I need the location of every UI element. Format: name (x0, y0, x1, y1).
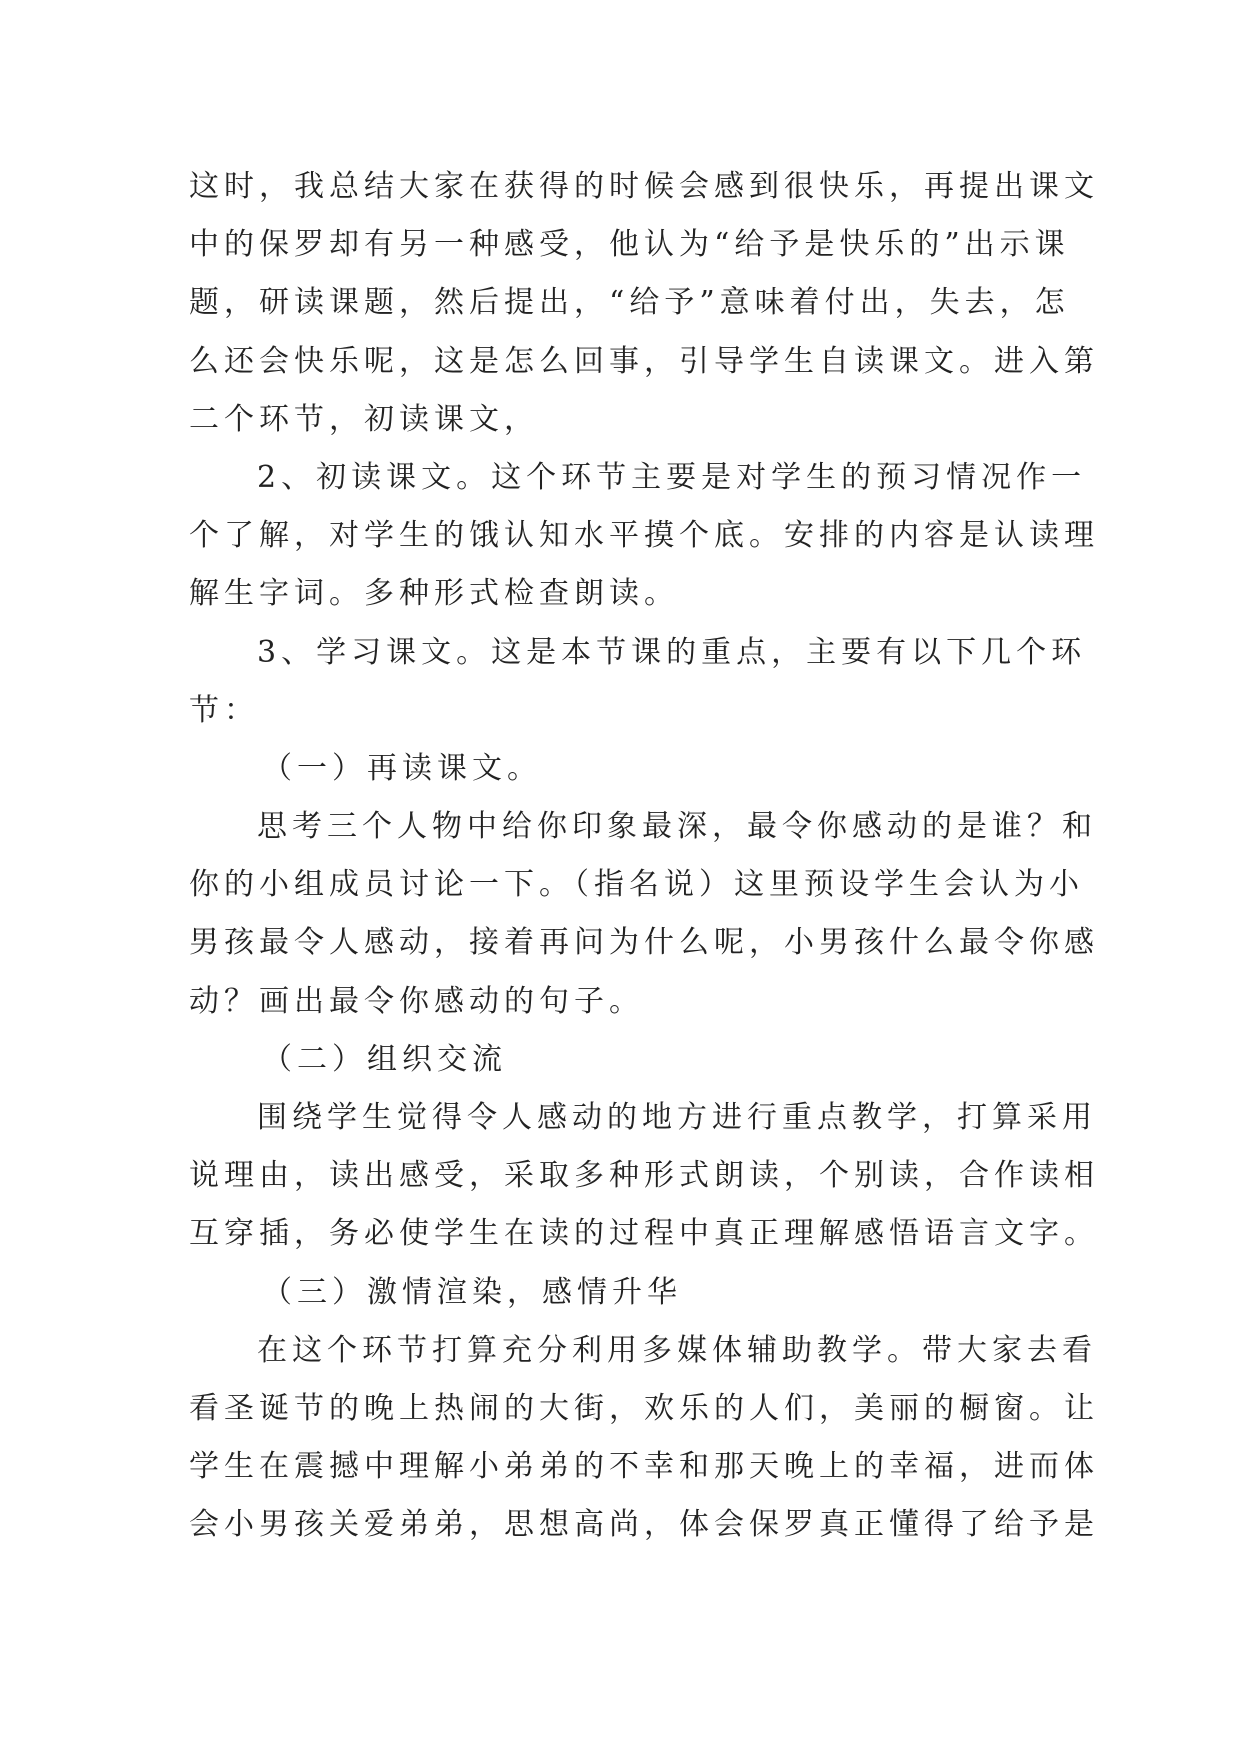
text-line: 个了解，对学生的饿认知水平摸个底。安排的内容是认读理 (189, 518, 1099, 554)
text-line: 中的保罗却有另一种感受，他认为“给予是快乐的”出示课 (189, 227, 1070, 263)
text-line: 动？画出最令你感动的句子。 (189, 983, 644, 1019)
text-line: 你的小组成员讨论一下。（指名说）这里预设学生会认为小 (189, 867, 1084, 903)
text-line: 这时，我总结大家在获得的时候会感到很快乐，再提出课文 (189, 169, 1099, 204)
text-line: 看圣诞节的晚上热闹的大街，欢乐的人们，美丽的橱窗。让 (189, 1390, 1099, 1426)
text-line: 题，研读课题，然后提出，“给予”意味着付出，失去，怎 (189, 285, 1070, 321)
text-line: 解生字词。多种形式检查朗读。 (189, 576, 679, 612)
body-text (189, 158, 1099, 1555)
text-line: 在这个环节打算充分利用多媒体辅助教学。带大家去看 (257, 1332, 1097, 1368)
text-line: 围绕学生觉得令人感动的地方进行重点教学，打算采用 (257, 1100, 1097, 1135)
text-line: 思考三个人物中给你印象最深，最令你感动的是谁？和 (257, 809, 1097, 845)
text-line: 3、学习课文。这是本节课的重点，主要有以下几个环 (257, 634, 1087, 670)
section-heading: （一）再读课文。 (262, 750, 542, 786)
text-line: 么还会快乐呢，这是怎么回事，引导学生自读课文。进入第 (189, 343, 1099, 379)
text-line: 会小男孩关爱弟弟，思想高尚，体会保罗真正懂得了给予是 (189, 1507, 1099, 1543)
section-heading: （三）激情渲染，感情升华 (262, 1274, 682, 1310)
text-line: 学生在震撼中理解小弟弟的不幸和那天晚上的幸福，进而体 (189, 1449, 1099, 1485)
text-line: 互穿插，务必使学生在读的过程中真正理解感悟语言文字。 (189, 1216, 1099, 1252)
text-line: 说理由，读出感受，采取多种形式朗读，个别读，合作读相 (189, 1158, 1099, 1194)
text-line: 2、初读课文。这个环节主要是对学生的预习情况作一 (257, 459, 1087, 495)
text-line: 节： (189, 692, 259, 728)
text-line: 二个环节，初读课文， (189, 401, 539, 437)
section-heading: （二）组织交流 (262, 1041, 507, 1077)
text-line: 男孩最令人感动，接着再问为什么呢，小男孩什么最令你感 (189, 925, 1099, 961)
